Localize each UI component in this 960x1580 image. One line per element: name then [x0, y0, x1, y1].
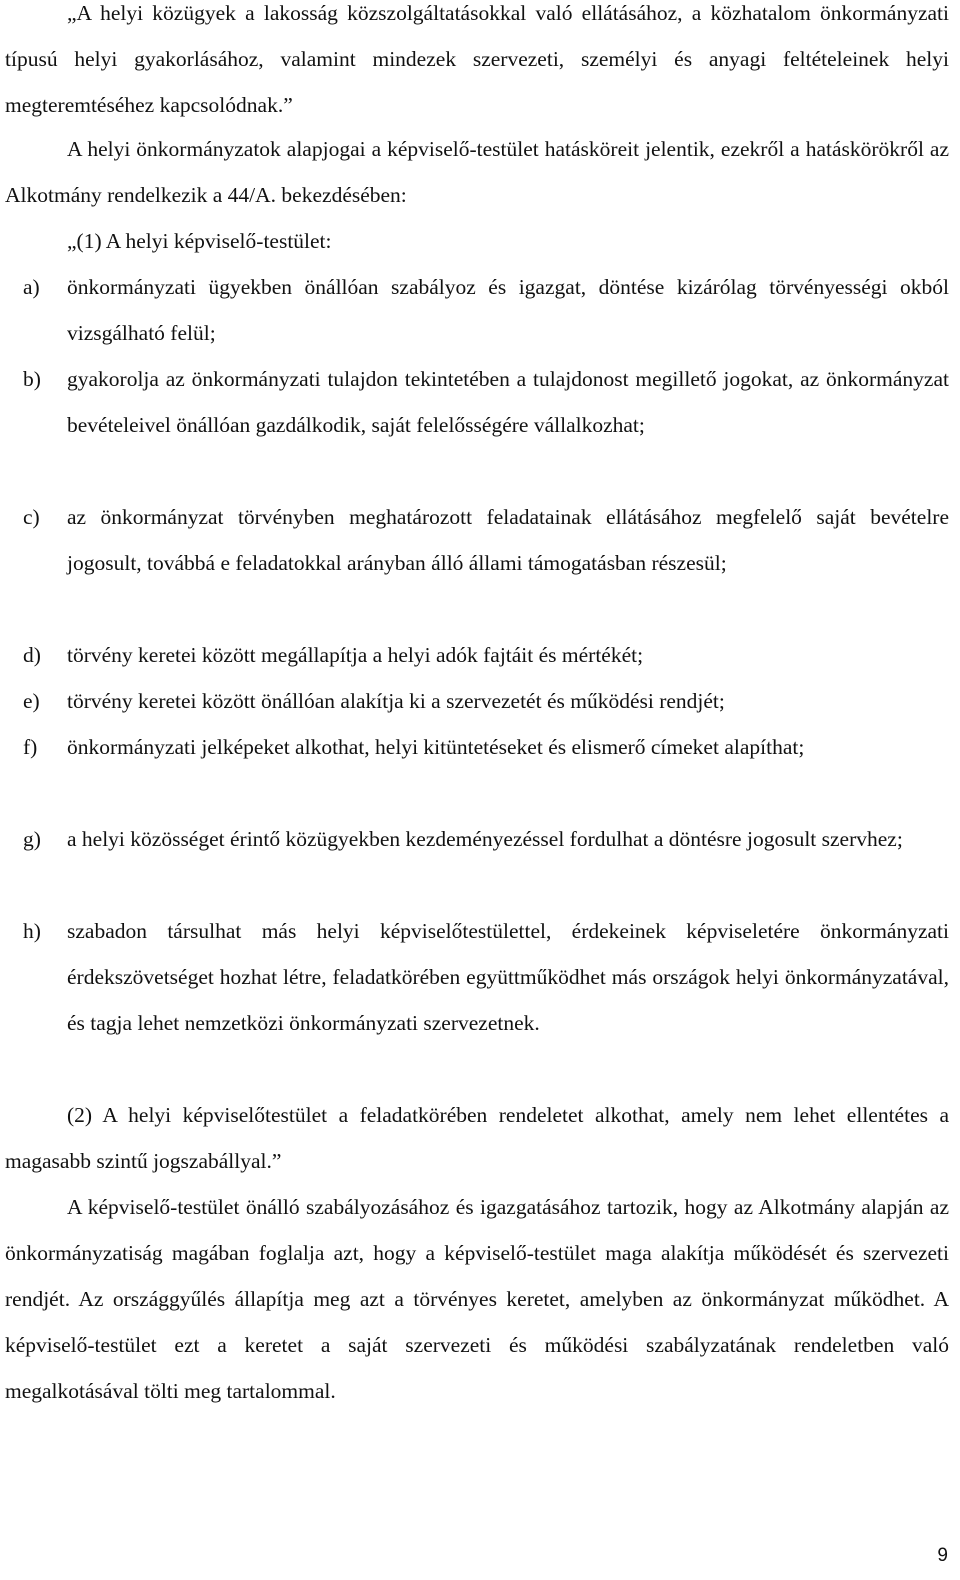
paragraph-quote-intro: „A helyi közügyek a lakosság közszolgáltatásokkal való ellátásához, a közhatalom önkormányzati típusú helyi gyakorlásához, valamint mindezek szervezeti, személyi és anyagi feltételeinek helyi megteremtéséhez kapcsolódnak.” [5, 1, 949, 117]
list-label: f) [23, 735, 38, 759]
page-number: 9 [937, 1545, 948, 1566]
list-label: c) [23, 505, 40, 529]
list-text: az önkormányzat törvényben meghatározott feladatainak ellátásához megfelelő saját bevételre jogosult, továbbá e feladatokkal arányban álló állami támogatásban részesül; [67, 505, 949, 575]
list-label: e) [23, 689, 40, 713]
list-text: gyakorolja az önkormányzati tulajdon tekintetében a tulajdonost megillető jogokat, az önkormányzat bevételeivel önállóan gazdálkodik, saját felelősségére vállalkozhat; [67, 367, 949, 437]
list-text: önkormányzati ügyekben önállóan szabályoz és igazgat, döntése kizárólag törvényességi okból vizsgálható felül; [67, 275, 949, 345]
list-item-e [5, 678, 949, 724]
list-label: d) [23, 643, 41, 667]
list-text: törvény keretei között önállóan alakítja ki a szervezetét és működési rendjét; [67, 689, 725, 713]
paragraph-section-1-heading: „(1) A helyi képviselő-testület: [67, 229, 332, 253]
list-item-d [5, 632, 949, 678]
list-item-a [5, 264, 949, 356]
paragraph-section-2: (2) A helyi képviselőtestület a feladatkörében rendeletet alkothat, amely nem lehet ellentétes a magasabb szintű jogszabállyal.” [5, 1103, 949, 1173]
list-label: a) [23, 275, 40, 299]
list-item-f [5, 724, 949, 770]
list-label: h) [23, 919, 41, 943]
list-item-b [5, 356, 949, 448]
list-item-c [5, 494, 949, 586]
list-text: szabadon társulhat más helyi képviselőtestülettel, érdekeinek képviseletére önkormányzati érdekszövetséget hozhat létre, feladatkörében együttműködhet más országok helyi önkormányzatával, és tagja lehet nemzetközi önkormányzati szervezetnek. [67, 919, 949, 1035]
paragraph-self-regulation: A képviselő-testület önálló szabályozásához és igazgatásához tartozik, hogy az Alkotmány alapján az önkormányzatiság magában foglalja azt, hogy a képviselő-testület maga alakítja működését és szervezeti rendjét. Az országgyűlés állapítja meg azt a törvényes keretet, amelyben az önkormányzat működhet. A képviselő-testület ezt a keretet a saját szervezeti és működési szabályzatának rendeletben való megalkotásával tölti meg tartalommal. [5, 1195, 949, 1403]
list-text: önkormányzati jelképeket alkothat, helyi kitüntetéseket és elismerő címeket alapíthat; [67, 735, 805, 759]
list-text: törvény keretei között megállapítja a helyi adók fajtáit és mértékét; [67, 643, 644, 667]
list-label: b) [23, 367, 41, 391]
list-label: g) [23, 827, 41, 851]
list-item-g [5, 816, 949, 862]
paragraph-basic-rights: A helyi önkormányzatok alapjogai a képviselő-testület hatásköreit jelentik, ezekről a hatáskörökről az Alkotmány rendelkezik a 44/A. bekezdésében: [5, 137, 949, 207]
list-item-h [5, 908, 949, 1046]
list-text: a helyi közösséget érintő közügyekben kezdeményezéssel fordulhat a döntésre jogosult szervhez; [67, 827, 903, 851]
